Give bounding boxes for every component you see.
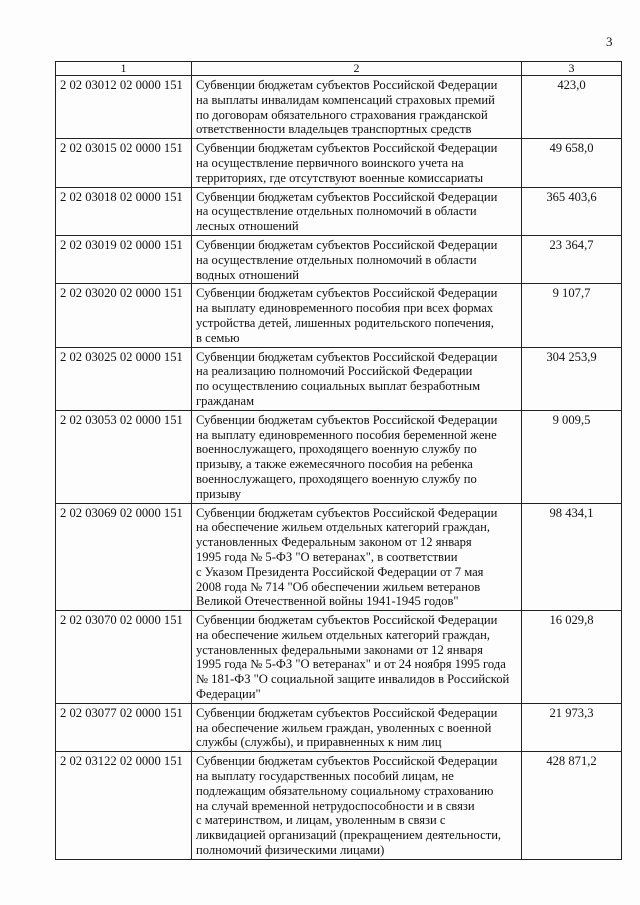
description-line: с Указом Президента Российской Федерации от 7 мая [196, 564, 484, 579]
description-line: № 181-ФЗ "О социальной защите инвалидов в Российской [196, 672, 510, 687]
description-line: гражданам [196, 393, 255, 408]
table-row [56, 235, 622, 283]
budget-amount: 9 107,7 [522, 284, 622, 347]
table-row [56, 284, 622, 347]
description-line: Субвенции бюджетам субъектов Российской Федерации [196, 505, 498, 520]
budget-code: 2 02 03018 02 0000 151 [56, 187, 192, 235]
table-header-row [56, 62, 622, 76]
budget-code: 2 02 03015 02 0000 151 [56, 139, 192, 187]
budget-description [192, 139, 522, 187]
budget-amount: 16 029,8 [522, 611, 622, 704]
description-line: Субвенции бюджетам субъектов Российской Федерации [196, 189, 498, 204]
description-line: лесных отношений [196, 219, 299, 234]
description-line: Субвенции бюджетам субъектов Российской Федерации [196, 613, 498, 628]
description-line: призыву, а также ежемесячного пособия на ребенка [196, 457, 473, 472]
table-row [56, 611, 622, 704]
budget-description [192, 347, 522, 410]
budget-amount: 98 434,1 [522, 503, 622, 611]
description-line: Субвенции бюджетам субъектов Российской Федерации [196, 237, 498, 252]
description-line: 2008 года № 714 "Об обеспечении жильем ветеранов [196, 579, 481, 594]
column-header-1: 1 [56, 62, 192, 76]
budget-code: 2 02 03025 02 0000 151 [56, 347, 192, 410]
budget-code: 2 02 03077 02 0000 151 [56, 703, 192, 751]
description-line: ответственности владельцев транспортных средств [196, 122, 472, 137]
budget-amount: 423,0 [522, 76, 622, 139]
budget-code: 2 02 03069 02 0000 151 [56, 503, 192, 611]
description-line: 1995 года № 5-ФЗ "О ветеранах", в соответствии [196, 549, 458, 564]
table-row [56, 347, 622, 410]
description-line: с материнством, и лицам, уволенным в связи с [196, 813, 446, 828]
description-line: на выплату единовременного пособия беременной жене [196, 427, 497, 442]
description-line: службы (службы), и приравненных к ним лиц [196, 735, 442, 750]
table-row [56, 139, 622, 187]
budget-description [192, 410, 522, 503]
budget-code: 2 02 03012 02 0000 151 [56, 76, 192, 139]
description-line: военнослужащего, проходящего военную службу по [196, 442, 477, 457]
description-line: на осуществление отдельных полномочий в области [196, 204, 477, 219]
description-line: на обеспечение жильем отдельных категорий граждан, [196, 520, 490, 535]
table-row [56, 752, 622, 860]
budget-amount: 365 403,6 [522, 187, 622, 235]
description-line: Субвенции бюджетам субъектов Российской Федерации [196, 705, 498, 720]
description-line: Субвенции бюджетам субъектов Российской Федерации [196, 141, 498, 156]
description-line: установленных федеральными законами от 12 января [196, 642, 483, 657]
description-line: по договорам обязательного страхования гражданской [196, 107, 488, 122]
budget-amount: 23 364,7 [522, 235, 622, 283]
description-line: ликвидацией организаций (прекращением деятельности, [196, 828, 502, 843]
description-line: призыву [196, 486, 242, 501]
budget-code: 2 02 03019 02 0000 151 [56, 235, 192, 283]
budget-amount: 49 658,0 [522, 139, 622, 187]
budget-amount: 304 253,9 [522, 347, 622, 410]
budget-table [55, 61, 622, 860]
description-line: военнослужащего, проходящего военную службу по [196, 471, 477, 486]
budget-code: 2 02 03020 02 0000 151 [56, 284, 192, 347]
description-line: на выплаты инвалидам компенсаций страховых премий [196, 92, 495, 107]
description-line: Великой Отечественной войны 1941-1945 годов" [196, 594, 459, 609]
description-line: на обеспечение жильем граждан, уволенных с военной [196, 720, 492, 735]
budget-description [192, 284, 522, 347]
budget-description [192, 611, 522, 704]
description-line: по осуществлению социальных выплат безработным [196, 379, 481, 394]
description-line: 1995 года № 5-ФЗ "О ветеранах" и от 24 ноября 1995 года [196, 657, 506, 672]
budget-code: 2 02 03053 02 0000 151 [56, 410, 192, 503]
description-line: водных отношений [196, 267, 300, 282]
table-row [56, 703, 622, 751]
budget-code: 2 02 03122 02 0000 151 [56, 752, 192, 860]
description-line: на осуществление отдельных полномочий в области [196, 252, 477, 267]
table-row [56, 503, 622, 611]
budget-amount: 9 009,5 [522, 410, 622, 503]
budget-description [192, 503, 522, 611]
description-line: Субвенции бюджетам субъектов Российской Федерации [196, 78, 498, 92]
description-line: Субвенции бюджетам субъектов Российской Федерации [196, 349, 498, 364]
budget-description [192, 752, 522, 860]
budget-description [192, 76, 522, 139]
description-line: территориях, где отсутствуют военные комиссариаты [196, 170, 484, 185]
description-line: Субвенции бюджетам субъектов Российской Федерации [196, 286, 498, 301]
budget-amount: 21 973,3 [522, 703, 622, 751]
table-row [56, 76, 622, 139]
description-line: на реализацию полномочий Российской Федерации [196, 364, 473, 379]
budget-description [192, 703, 522, 751]
table-row [56, 410, 622, 503]
description-line: установленных Федеральным законом от 12 января [196, 535, 472, 550]
budget-code: 2 02 03070 02 0000 151 [56, 611, 192, 704]
description-line: подлежащим обязательному социальному страхованию [196, 783, 494, 798]
description-line: Федерации" [196, 687, 261, 702]
description-line: на выплату единовременного пособия при всех формах [196, 301, 494, 316]
description-line: на выплату государственных пособий лицам, не [196, 769, 454, 784]
budget-description [192, 235, 522, 283]
budget-amount: 428 871,2 [522, 752, 622, 860]
description-line: на случай временной нетрудоспособности и в связи [196, 798, 475, 813]
description-line: полномочий физическими лицами) [196, 843, 385, 858]
column-header-3: 3 [522, 62, 622, 76]
description-line: устройства детей, лишенных родительского попечения, [196, 315, 494, 330]
description-line: на осуществление первичного воинского учета на [196, 155, 464, 170]
description-line: на обеспечение жильем отдельных категорий граждан, [196, 627, 490, 642]
description-line: в семью [196, 330, 240, 345]
description-line: Субвенции бюджетам субъектов Российской Федерации [196, 754, 498, 769]
page-number: 3 [606, 34, 613, 49]
budget-description [192, 187, 522, 235]
column-header-2: 2 [192, 62, 522, 76]
table-row [56, 187, 622, 235]
description-line: Субвенции бюджетам субъектов Российской Федерации [196, 412, 498, 427]
